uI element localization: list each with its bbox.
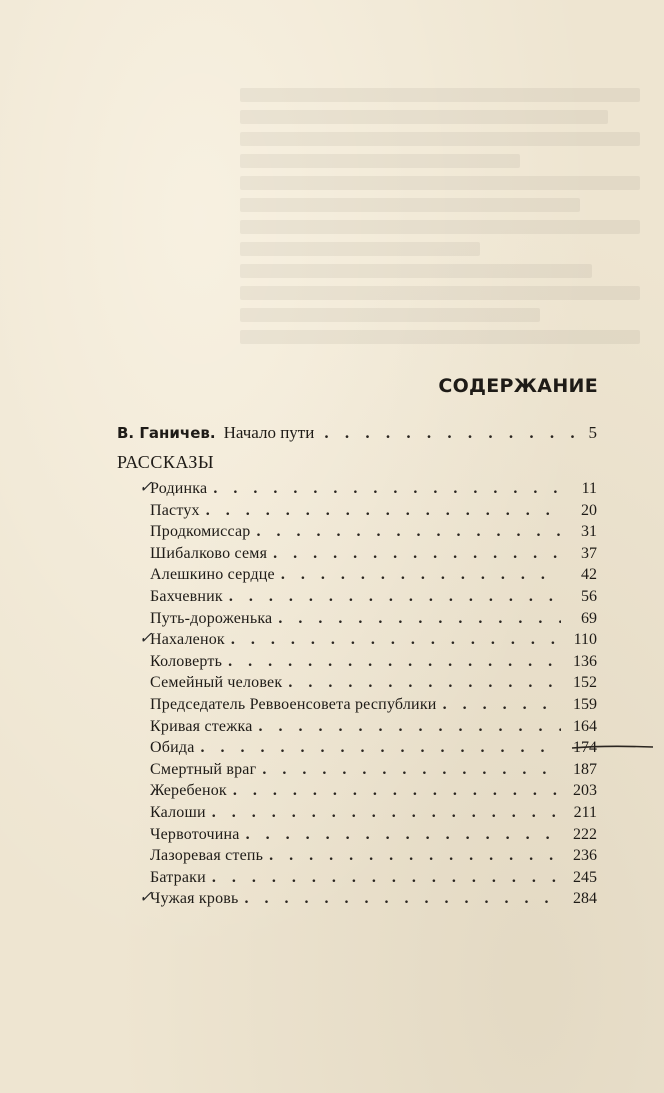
leader-dots — [206, 500, 561, 522]
leader-dots — [269, 845, 561, 867]
toc-entry-title: Продкомиссар — [150, 523, 251, 541]
section-heading: РАССКАЗЫ — [117, 452, 215, 472]
toc-entry-page: 56 — [581, 587, 597, 605]
toc-entry-title: Батраки — [150, 868, 206, 886]
toc-entry-page: 152 — [573, 674, 597, 692]
toc-entry-title: Семейный человек — [150, 674, 283, 692]
leader-dots — [443, 694, 561, 716]
leader-dots — [259, 716, 561, 738]
toc-entry — [150, 824, 597, 846]
toc-entry-page: 69 — [581, 609, 597, 627]
toc-entry-title: Жеребенок — [150, 782, 227, 800]
leader-dots — [213, 478, 561, 500]
toc-entry-page: 284 — [573, 890, 597, 908]
toc-entry — [150, 672, 597, 694]
toc-entry — [150, 867, 597, 889]
toc-entry — [150, 845, 597, 867]
leader-dots — [228, 651, 561, 673]
toc-entry-page: 31 — [581, 523, 597, 541]
intro-page-number: 5 — [588, 423, 597, 442]
leader-dots — [201, 737, 562, 759]
toc-entry — [150, 716, 597, 738]
toc-entry — [139, 888, 597, 910]
toc-entry — [150, 651, 597, 673]
toc-entry — [150, 543, 597, 565]
toc-entry-page: 159 — [573, 695, 597, 713]
toc-entry-page: 164 — [573, 717, 597, 735]
leader-dots — [324, 423, 578, 443]
toc-entry — [150, 802, 597, 824]
leader-dots — [231, 629, 561, 651]
toc-entry-title: Родинка — [150, 480, 208, 497]
toc-entry-page: 203 — [573, 782, 597, 800]
check-mark-icon: ✓ — [139, 630, 153, 648]
intro-entry — [117, 423, 597, 445]
leader-dots — [212, 802, 561, 824]
leader-dots — [273, 543, 561, 565]
leader-dots — [245, 888, 561, 910]
table-of-contents — [139, 478, 597, 910]
toc-entry — [150, 780, 597, 802]
toc-entry-title: Председатель Реввоенсовета республики — [150, 695, 437, 713]
toc-entry-title: Шибалково семя — [150, 544, 268, 562]
check-mark-icon: ✓ — [139, 479, 153, 496]
intro-author: В. Ганичев. — [117, 424, 216, 442]
bleed-through-text — [240, 80, 640, 410]
toc-entry-title: Смертный враг — [150, 760, 257, 778]
toc-entry — [150, 500, 597, 522]
toc-entry — [150, 521, 597, 543]
toc-entry-title: Чужая кровь — [150, 890, 239, 908]
toc-entry-page: 174 — [573, 739, 597, 757]
toc-entry-title: Алешкино сердце — [150, 566, 275, 584]
toc-entry-title: Нахаленок — [150, 631, 225, 649]
toc-entry-page: 110 — [573, 631, 597, 649]
leader-dots — [288, 672, 561, 694]
toc-entry-page: 236 — [573, 847, 597, 865]
toc-entry-page: 245 — [573, 868, 597, 886]
toc-entry-title: Калоши — [150, 803, 206, 821]
toc-entry-title: Обида — [150, 739, 195, 757]
toc-entry-page: 37 — [581, 544, 597, 562]
toc-entry-title: Коловерть — [150, 652, 223, 670]
toc-entry-page: 222 — [573, 825, 597, 843]
toc-entry — [150, 759, 597, 781]
toc-entry-title: Кривая стежка — [150, 717, 253, 735]
toc-entry — [139, 629, 597, 651]
toc-entry — [150, 737, 597, 759]
toc-entry — [150, 586, 597, 608]
intro-title: Начало пути — [223, 423, 315, 442]
toc-entry-title: Червоточина — [150, 825, 240, 843]
check-mark-icon: ✓ — [139, 889, 153, 907]
leader-dots — [281, 564, 561, 586]
toc-entry-title: Бахчевник — [150, 587, 223, 605]
toc-entry-page: 11 — [581, 480, 597, 497]
toc-entry-title: Лазоревая степь — [150, 847, 264, 865]
leader-dots — [256, 521, 561, 543]
page-title: СОДЕРЖАНИЕ — [438, 375, 598, 397]
toc-entry — [150, 564, 597, 586]
toc-entry-page: 136 — [573, 652, 597, 670]
toc-entry — [150, 694, 597, 716]
pen-underline-mark — [570, 744, 655, 750]
toc-entry-page: 20 — [581, 501, 597, 519]
toc-entry-page: 187 — [573, 760, 597, 778]
toc-entry — [139, 478, 597, 500]
toc-entry-title: Пастух — [150, 501, 200, 519]
toc-entry — [150, 608, 597, 630]
toc-entry-title: Путь-дороженька — [150, 609, 273, 627]
toc-entry-page: 42 — [581, 566, 597, 584]
leader-dots — [262, 759, 561, 781]
leader-dots — [246, 824, 561, 846]
leader-dots — [229, 586, 561, 608]
leader-dots — [278, 608, 561, 630]
toc-entry-page: 211 — [573, 803, 597, 821]
leader-dots — [233, 780, 561, 802]
leader-dots — [212, 867, 561, 889]
